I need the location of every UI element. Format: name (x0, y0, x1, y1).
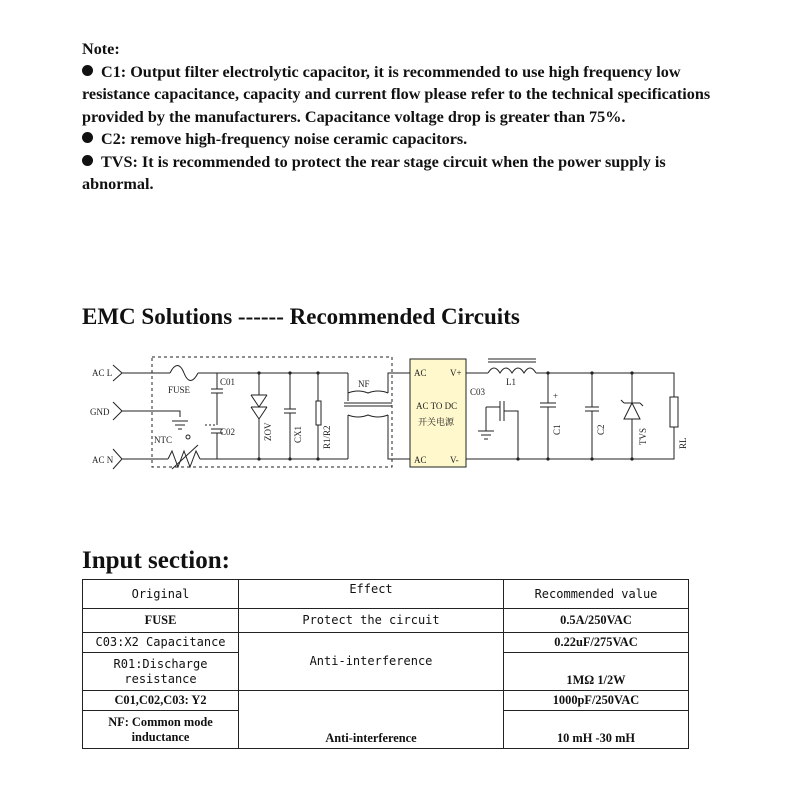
label-tvs: TVS (638, 427, 648, 445)
module-ac-top: AC (414, 368, 427, 378)
bullet-icon (82, 65, 93, 76)
note-heading: Note: (82, 40, 120, 58)
label-r1r2: R1/R2 (322, 425, 332, 449)
varistor-symbol (251, 373, 267, 459)
module-ac-bottom: AC (414, 455, 427, 465)
label-c02: C02 (220, 427, 236, 437)
label-cx1: CX1 (293, 425, 303, 443)
input-spec-table (82, 579, 689, 749)
common-mode-choke (344, 373, 410, 459)
cell-c03-name: C03:X2 Capacitance (83, 633, 239, 653)
svg-text:+: + (553, 391, 559, 401)
table-row (83, 609, 689, 633)
cell-y2-name: C01,C02,C03: Y2 (83, 691, 239, 711)
input-arrows (113, 365, 122, 469)
table-row (83, 691, 689, 711)
label-nf: NF (358, 379, 370, 389)
label-ntc: NTC (154, 435, 172, 445)
cell-fuse-value: 0.5A/250VAC (504, 609, 689, 633)
label-gnd: GND (90, 407, 110, 417)
module-vplus: V+ (450, 368, 462, 378)
label-ac-n: AC N (92, 455, 114, 465)
cell-anti-interference-1: Anti-interference (239, 633, 504, 691)
fuse-symbol (170, 366, 198, 381)
label-c2: C2 (596, 424, 606, 435)
load-resistor (670, 397, 678, 427)
cell-nf-value: 10 mH -30 mH (504, 711, 689, 749)
cell-r01-name: R01:Discharge resistance (83, 653, 239, 691)
inductor-l1 (488, 368, 536, 373)
module-line1: AC TO DC (416, 401, 458, 411)
bullet-icon (82, 155, 93, 166)
label-c03: C03 (470, 387, 486, 397)
cell-c03-value: 0.22uF/275VAC (504, 633, 689, 653)
cell-y2-value: 1000pF/250VAC (504, 691, 689, 711)
ground-icon (478, 417, 494, 439)
label-c01: C01 (220, 377, 236, 387)
bullet-icon (82, 132, 93, 143)
label-c1: C1 (552, 424, 562, 435)
note-item-c2: C2: remove high-frequency noise ceramic capacitors. (82, 128, 722, 151)
gnd-line (122, 411, 180, 417)
cell-nf-name: NF: Common mode inductance (83, 711, 239, 749)
tvs-diode (621, 373, 643, 459)
cell-fuse-name: FUSE (83, 609, 239, 633)
label-zov: ZOV (263, 422, 273, 441)
input-section-title: Input section: (82, 547, 230, 574)
note-item-c1: C1: Output filter electrolytic capacitor, it is recommended to use high frequency low resistance capacitance, capacity and current flow please refer to the technical specifications provided by the manufacturers. Capacitance voltage drop is greater than 75%. (82, 62, 711, 126)
header-effect: Effect (239, 580, 504, 609)
table-row (83, 633, 689, 653)
label-ac-l: AC L (92, 368, 113, 378)
table-header-row (83, 580, 689, 609)
label-rl: RL (678, 437, 688, 449)
module-line2: 开关电源 (418, 417, 455, 427)
ground-icon (172, 421, 188, 429)
header-original: Original (83, 580, 239, 609)
note-item-tvs: TVS: It is recommended to protect the rear stage circuit when the power supply is abnormal. (82, 152, 666, 193)
label-fuse: FUSE (168, 385, 191, 395)
circuit-diagram (80, 345, 700, 475)
cell-fuse-effect: Protect the circuit (239, 609, 504, 633)
cell-anti-interference-2: Anti-interference (239, 691, 504, 749)
ntc-resistor (168, 451, 200, 467)
module-vminus: V- (450, 455, 459, 465)
capacitor-c2 (585, 373, 599, 459)
emc-title: EMC Solutions ------ Recommended Circuits (82, 304, 520, 329)
label-l1: L1 (506, 377, 516, 387)
cell-r01-value: 1MΩ 1/2W (504, 653, 689, 691)
header-recommended: Recommended value (504, 580, 689, 609)
note-block (82, 38, 722, 196)
